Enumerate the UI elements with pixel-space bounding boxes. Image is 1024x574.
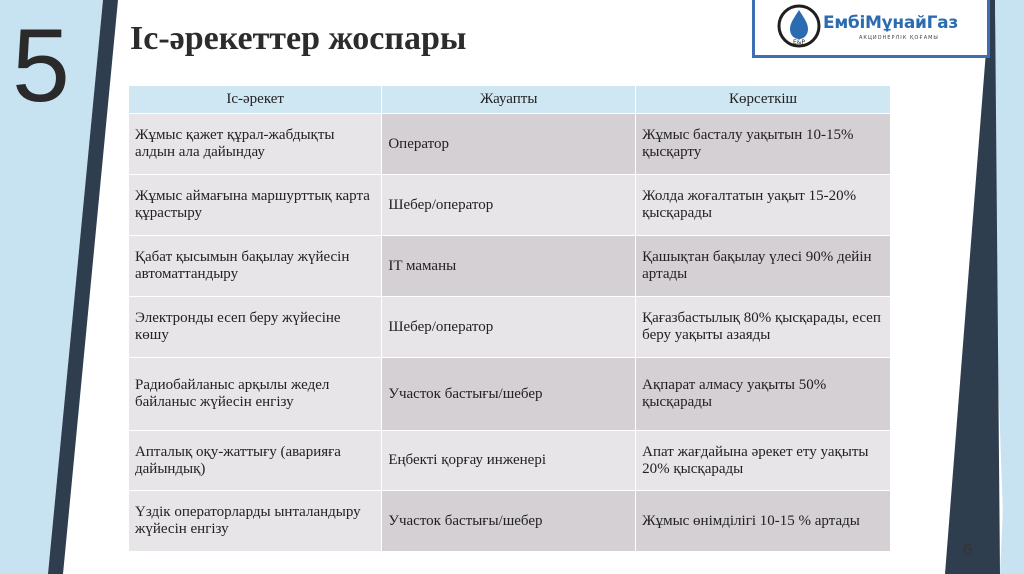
slide-number: 5 [12,8,70,124]
right-dark-stripe [945,0,1000,574]
table-row [129,236,891,297]
table-row [129,175,891,236]
cell-responsible: Оператор [382,114,636,175]
cell-action: Радиобайланыс арқылы жедел байланыс жүйесін енгізу [129,358,382,431]
cell-responsible: IT маманы [382,236,636,297]
company-logo [752,0,990,58]
action-plan-table [129,86,891,552]
slide-title: Іс-әрекеттер жоспары [130,20,467,57]
logo-mark-text: Е&Р [792,39,806,46]
drop-emblem-icon [777,4,821,48]
cell-indicator: Қағазбастылық 80% қысқарады, есеп беру уақыты азаяды [636,297,891,358]
cell-action: Қабат қысымын бақылау жүйесін автоматтандыру [129,236,382,297]
cell-responsible: Шебер/оператор [382,297,636,358]
header-responsible: Жауапты [382,86,636,114]
table-row [129,114,891,175]
cell-action: Апталық оқу-жаттығу (аварияға дайындық) [129,431,382,491]
table-row [129,297,891,358]
cell-indicator: Жұмыс өнімділігі 10-15 % артады [636,491,891,552]
cell-responsible: Участок бастығы/шебер [382,491,636,552]
cell-action: Электронды есеп беру жүйесіне көшу [129,297,382,358]
cell-indicator: Қашықтан бақылау үлесі 90% дейін артады [636,236,891,297]
cell-responsible: Еңбекті қорғау инженері [382,431,636,491]
header-action: Іс-әрекет [129,86,382,114]
cell-responsible: Шебер/оператор [382,175,636,236]
cell-indicator: Жолда жоғалтатын уақыт 15-20% қысқарады [636,175,891,236]
cell-indicator: Жұмыс басталу уақытын 10-15% қысқарту [636,114,891,175]
cell-responsible: Участок бастығы/шебер [382,358,636,431]
logo-name: ЕмбіМұнайГаз [823,13,958,33]
logo-subtitle: АКЦИОНЕРЛІК ҚОҒАМЫ [859,35,939,41]
cell-action: Жұмыс аймағына маршурттық карта құрастыру [129,175,382,236]
header-indicator: Көрсеткіш [636,86,891,114]
table-row [129,358,891,431]
cell-action: Үздік операторларды ынталандыру жүйесін енгізу [129,491,382,552]
cell-action: Жұмыс қажет құрал-жабдықты алдын ала дайындау [129,114,382,175]
cell-indicator: Апат жағдайына әрекет ету уақыты 20% қысқарады [636,431,891,491]
table-row [129,491,891,552]
page-number: 6 [963,540,973,559]
cell-indicator: Ақпарат алмасу уақыты 50% қысқарады [636,358,891,431]
table-header-row [129,86,891,114]
table-row [129,431,891,491]
